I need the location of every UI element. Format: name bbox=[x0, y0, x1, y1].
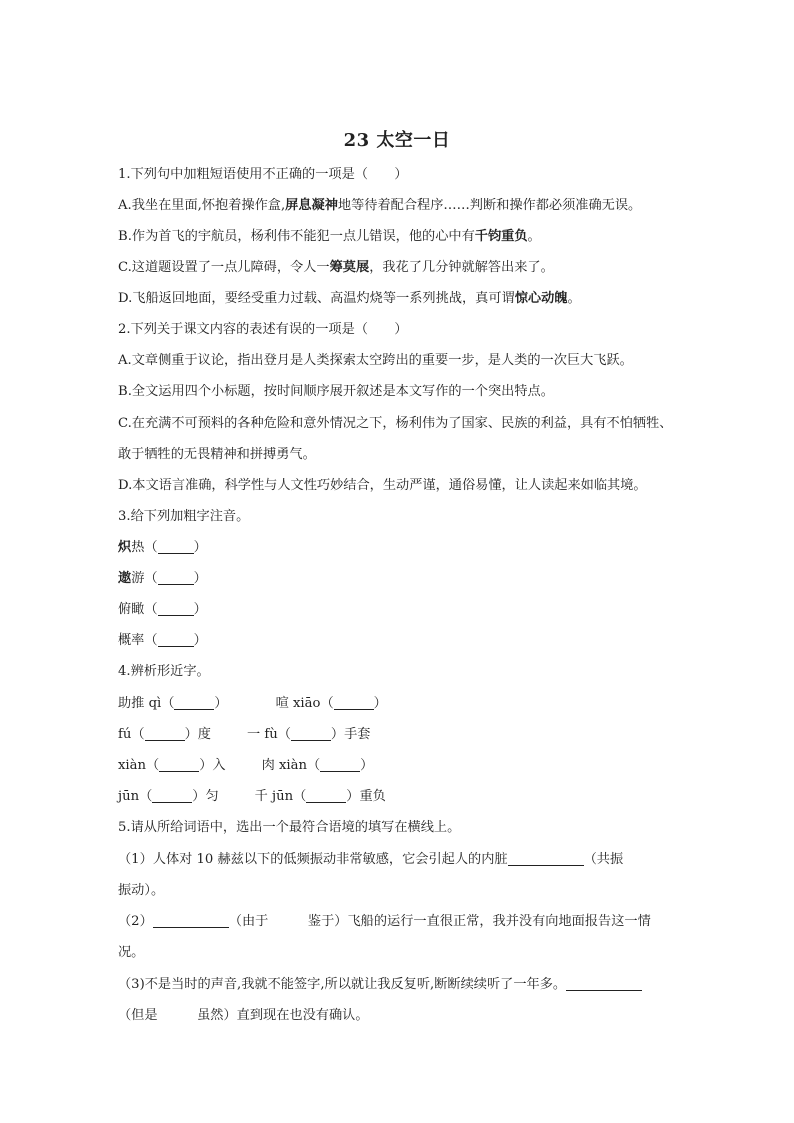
answer-blank[interactable] bbox=[159, 757, 199, 772]
q1-option-a: A.我坐在里面,怀抱着操作盒,屏息凝神地等待着配合程序……判断和操作都必须准确无误。 bbox=[118, 198, 642, 213]
answer-blank[interactable] bbox=[291, 726, 331, 741]
answer-blank[interactable] bbox=[145, 726, 185, 741]
answer-blank[interactable] bbox=[566, 976, 642, 991]
q5-sentence-3: （3)不是当时的声音,我就不能签字,所以就让我反复听,断断续续听了一年多。 bbox=[118, 976, 678, 994]
q4-row: jūn（ ）匀 千 jūn（ ）重负 bbox=[118, 789, 386, 804]
q4-row: xiàn（ ）入 肉 xiàn（ ） bbox=[118, 758, 374, 773]
q1-option-b: B.作为首飞的宇航员，杨利伟不能犯一点儿错误，他的心中有千钧重负。 bbox=[118, 229, 541, 244]
answer-blank[interactable] bbox=[306, 788, 346, 803]
answer-blank[interactable] bbox=[334, 695, 374, 710]
q2-option-c: C.在充满不可预料的各种危险和意外情况之下，杨利伟为了国家、民族的利益，具有不怕牺牲、敢于牺牲的无畏精神和拼搏勇气。 bbox=[118, 416, 673, 462]
q1-stem: 1.下列句中加粗短语使用不正确的一项是（ ） bbox=[118, 167, 408, 182]
q5-sentence-1-cont: 振动）。 bbox=[118, 883, 165, 898]
q2-option-a: A.文章侧重于议论，指出登月是人类探索太空跨出的重要一步，是人类的一次巨大飞跃。 bbox=[118, 353, 633, 368]
q4-row: fú（ ）度 一 fù（ ）手套 bbox=[118, 727, 371, 742]
answer-blank[interactable] bbox=[508, 851, 584, 866]
answer-blank[interactable] bbox=[152, 788, 192, 803]
q3-item: 遨游（ ） bbox=[118, 571, 207, 586]
answer-blank[interactable] bbox=[158, 570, 194, 585]
q1-option-d: D.飞船返回地面，要经受重力过载、高温灼烧等一系列挑战，真可谓惊心动魄。 bbox=[118, 291, 581, 306]
q2-option-d: D.本文语言准确，科学性与人文性巧妙结合，生动严谨，通俗易懂，让人读起来如临其境。 bbox=[118, 478, 647, 493]
q4-stem: 4.辨析形近字。 bbox=[118, 664, 210, 679]
answer-blank[interactable] bbox=[158, 601, 194, 616]
q3-item: 炽热（ ） bbox=[118, 540, 207, 555]
q3-item: 俯瞰（ ） bbox=[118, 602, 207, 617]
q4-row: 助推 qì（ ） 喧 xiāo（ ） bbox=[118, 696, 387, 711]
answer-blank[interactable] bbox=[153, 913, 229, 928]
answer-blank[interactable] bbox=[174, 695, 214, 710]
q3-stem: 3.给下列加粗字注音。 bbox=[118, 509, 250, 524]
q5-sentence-2-cont: 况。 bbox=[118, 945, 145, 960]
answer-blank[interactable] bbox=[158, 632, 194, 647]
q5-sentence-3-cont: （但是 虽然）直到现在也没有确认。 bbox=[118, 1008, 369, 1023]
q5-sentence-1: （1）人体对 10 赫兹以下的低频振动非常敏感，它会引起人的内脏 （共振 bbox=[118, 852, 624, 867]
page-title: 23 太空一日 bbox=[343, 130, 451, 151]
q5-stem: 5.请从所给词语中，选出一个最符合语境的填写在横线上。 bbox=[118, 820, 461, 835]
answer-blank[interactable] bbox=[320, 757, 360, 772]
q1-option-c: C.这道题设置了一点儿障碍，令人一筹莫展，我花了几分钟就解答出来了。 bbox=[118, 260, 554, 275]
q3-item: 概率（ ） bbox=[118, 633, 207, 648]
q2-stem: 2.下列关于课文内容的表述有误的一项是（ ） bbox=[118, 322, 408, 337]
q2-option-b: B.全文运用四个小标题，按时间顺序展开叙述是本文写作的一个突出特点。 bbox=[118, 384, 554, 399]
q5-sentence-2: （2） （由于 鉴于）飞船的运行一直很正常，我并没有向地面报告这一情 bbox=[118, 914, 651, 929]
answer-blank[interactable] bbox=[158, 539, 194, 554]
